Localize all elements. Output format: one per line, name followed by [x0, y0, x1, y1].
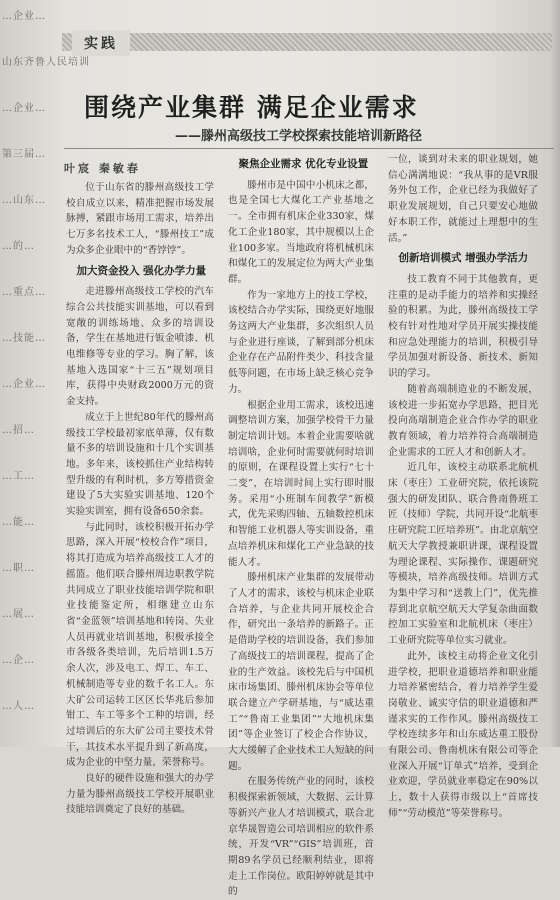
left-margin-adjacent-article	[0, 0, 90, 747]
paragraph: 近几年，该校主动联系北航机床（枣庄）工业研究院，依托该院强大的研发团队、联合鲁南鲁班工匠（技师）学院，共同开设“北航枣庄研究院工匠培养班”。由北京航空航天大学教授兼职讲课，课程设置为理论课程、实际操作、课题研究等模块，培养高级技师。培训方式为集中学习和“送教上门”，优先推荐到北京航空航天大学复杂曲面数控加工实验室和北航机床（枣庄）工业研究院等单位实习就业。	[388, 462, 538, 647]
paragraph: 作为一家地方上的技工学校，该校结合办学实际，围绕更好地服务这两大产业集群，多次组织人员与企业进行座谈，了解到部分机床企业存在产品附件类少、科技含量低等问题，在市场上缺乏核心竞争力。	[228, 289, 374, 395]
section-label: 实践	[72, 30, 130, 56]
margin-text-fragment: …企业…	[2, 379, 46, 390]
subheading: 创新培训模式 增强办学活力	[398, 252, 529, 265]
article-subtitle: ——滕州高级技工学校探索技能培训新路径	[175, 129, 423, 144]
margin-text-fragment: …展…	[2, 609, 35, 620]
paragraph: 技工教育不同于其他教育，更注重的是动手能力的培养和实操经验的积累。为此，滕州高级技工学校有针对性地对学员开展实操技能和应急处理能力的培训，积极引导学员加强对新设备、新技术、新知识的学习。	[388, 273, 538, 380]
subheading: 聚焦企业需求 优化专业设置	[238, 158, 369, 170]
section-header-bar	[62, 33, 552, 51]
article-column-2	[228, 152, 374, 900]
subheading: 加大资金投入 强化办学力量	[76, 264, 207, 277]
paragraph: 滕州机床产业集群的发展带动了人才的需求，该校与机床企业联合培养，与企业共同开展校企合作，研究出一条培养的新路子。正是借助学校的培训设备，我们参加了高级技工的培训课程，提高了企业的生产效益。该校先后与中国机床市场集团、滕州机床协会等单位联合建立产学研基地，与“威达重工”“鲁南工业集团”“大地机床集团”等企业签订了校企合作协议，大大缓解了企业技术工人短缺的问题。	[228, 572, 374, 772]
margin-text-fragment: …能…	[2, 517, 35, 528]
title-divider	[64, 148, 554, 149]
margin-text-fragment: …技能…	[2, 333, 46, 344]
paragraph: 在服务传统产业的同时，该校积极探索新领域，大数据、云计算等新兴产业人才培训模式，联合北京华晟智造公司培训相应的软件系统，开发“VR”“GIS”培训班，首期89名学员已经顺利结业，即将走上工作岗位。欧阳婷婷就是其中的	[228, 776, 374, 898]
paragraph: 成立于上世纪80年代的滕州高级技工学校最初家底单薄，仅有数量不多的培训设施和十几个实训基地。多年来，该校抓住产业结构转型升级的有利时机，多方筹措资金建设了5大实验实训基地、120个实验实训室，拥有设备650余套。	[66, 411, 214, 518]
margin-text-fragment: …重点…	[2, 287, 46, 298]
article-headline: 围绕产业集群 满足企业需求	[84, 93, 419, 122]
margin-text-fragment: …人…	[2, 701, 35, 712]
margin-text-fragment: …职…	[2, 563, 35, 574]
paragraph: 滕州市是中国中小机床之都，也是全国七大煤化工产业基地之一。全市拥有机床企业330家，煤化工企业180家，其中规模以上企业100多家。当地政府将机械机床和煤化工的发展定位为两大产业集群。	[228, 179, 374, 285]
paragraph: 走进滕州高级技工学校的汽车综合公共技能实训基地，可以看到宽敞的训练场地、众多的培训设备，学生在基地进行钣金喷漆、机电维修等专业的学习。胸了解，该基地入选国家“十三五”规划项目库，获得中央财政2000万元的资金支持。	[66, 286, 214, 408]
margin-text-fragment: …山东…	[2, 195, 46, 206]
paragraph: 随着高端制造业的不断发展，该校进一步拓宽办学思路，把目光投向高端制造企业合作办学的职业教育领域，着力培养符合高端制造企业需求的工匠人才和创新人才。	[388, 383, 538, 458]
paragraph: 与此同时，该校积极开拓办学思路，深入开展“校校合作”项目，将其打造成为培养高级技工人才的摇篮。他们联合滕州周边职教学院共同成立了职业技能培训学院和职业技能鉴定所，相继建立山东省“金蓝领”培训基地和转岗、失业人员再就业培训基地，积极承接全市各级各类培训，先后培训1.5万余人次，涉及电工、焊工、车工、机械制造等专业的数千名工人。东大矿公司运转工区区长华兆后参加钳工、车工等多个工种的培训，经过培训后的东大矿公司主要技术骨干，其技术水平提升到了新高度，成为企业的中坚力量，荣誉称号。	[66, 521, 214, 769]
margin-text-fragment: …企业…	[2, 103, 46, 114]
margin-text-fragment: …工…	[2, 471, 35, 482]
margin-text-fragment: …的…	[2, 241, 35, 252]
margin-text-fragment: 山东齐鲁人民培训	[2, 57, 90, 68]
margin-text-fragment: …企…	[2, 655, 35, 666]
paragraph: 位于山东省的滕州高级技工学校自成立以来，精准把握市场发展脉搏，紧跟市场用工需求，培养出七万多名技术工人，“滕州技工”成为众多企业眼中的“香饽饽”。	[66, 182, 214, 256]
page-edge-shadow	[550, 0, 560, 747]
article-column-1	[66, 180, 214, 818]
article-column-3	[388, 152, 538, 822]
margin-text-fragment: …招…	[2, 425, 35, 436]
margin-text-fragment: …企业…	[2, 11, 46, 22]
paragraph: 根据企业用工需求，该校迅速调整培训方案，加强学校骨干力量制定培训计划。本着企业需要啥就培训啥，企业何时需要就何时培训的原则，在课程设置上实行“七十二变”，在培训时间上实行即时服务。采用“小班制车间教学”新模式，优先采购四轴、五轴数控机床和智能工业机器人等实训设备，重点培养机床和煤化工产业急缺的技能人才。	[228, 399, 374, 568]
paragraph: 此外，该校主动将企业文化引进学校，把职业道德培养和职业能力培养紧密结合，着力培养学生爱岗敬业、诚实守信的职业道德和严谨求实的工作作风。滕州高级技工学校连续多年和山东威达重工股份有限公司、鲁南机床有限公司等企业深入开展“订单式”培养，受到企业欢迎，学员就业率稳定在90%以上，数十人获得市级以上“首席技师”“劳动模范”等荣誉称号。	[388, 650, 538, 819]
paragraph: 一位，谈到对未来的职业规划，她信心满满地说：“我从事的是VR服务外包工作，企业已经为我做好了职业发展规划，自己只要安心地做好本职工作，就能过上理想中的生活。”	[388, 154, 538, 244]
margin-text-fragment: 第三届…	[2, 149, 46, 160]
paragraph: 良好的硬件设施和强大的办学力量为滕州高级技工学校开展职业技能培训奠定了良好的基础。	[66, 773, 214, 816]
article-authors: 叶宸 秦敏春	[64, 162, 141, 175]
